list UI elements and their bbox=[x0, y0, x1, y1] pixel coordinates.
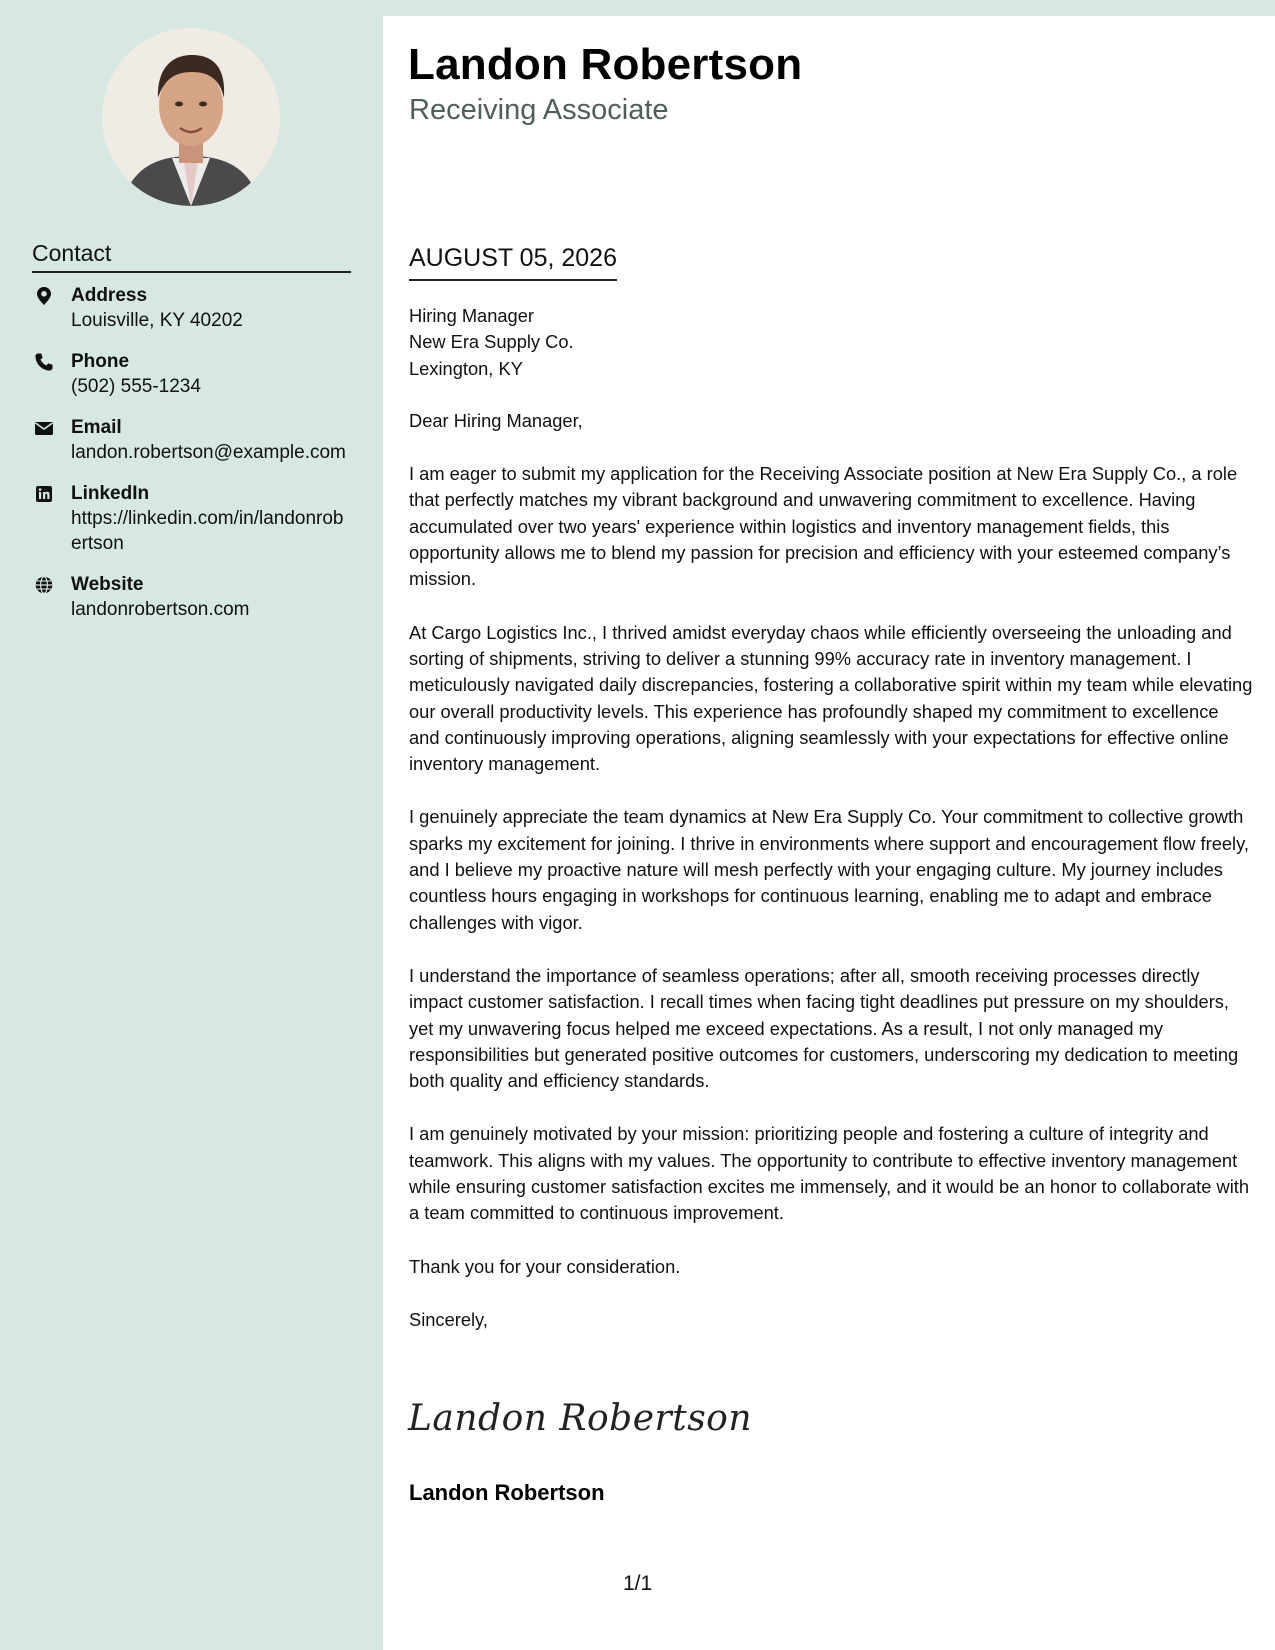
contact-website bbox=[32, 573, 352, 622]
contact-value[interactable]: https://linkedin.com/in/landonrobertson bbox=[71, 508, 344, 554]
signed-name: Landon Robertson bbox=[409, 1480, 605, 1505]
recipient-line: Hiring Manager bbox=[409, 305, 534, 326]
paragraph: I genuinely appreciate the team dynamics at New Era Supply Co. Your commitment to collective growth sparks my excitement for joining. I thrive in environments where support and encouragement flow freely, and I believe my proactive nature will mesh perfectly with your engaging culture. My journey includes countless hours engaging in workshops for continuous learning, enabling me to adapt and embrace challenges with vigor. bbox=[409, 806, 1249, 933]
recipient-line: Lexington, KY bbox=[409, 357, 523, 379]
phone-icon bbox=[34, 352, 54, 372]
contact-value: (502) 555-1234 bbox=[71, 376, 201, 397]
recipient-block bbox=[409, 303, 1254, 382]
contact-value: landon.robertson@example.com bbox=[71, 442, 346, 463]
paragraph: I am eager to submit my application for the Receiving Associate position at New Era Supply Co., a role that perfectly matches my vibrant background and unwavering commitment to excellence. Having accumulated over two years' experience within logistics and inventory management fields, this opportunity allows me to blend my passion for precision and efficiency with your esteemed company’s mission. bbox=[409, 463, 1238, 590]
contact-label: LinkedIn bbox=[71, 483, 150, 504]
contact-list bbox=[32, 284, 352, 639]
paragraph: I understand the importance of seamless operations; after all, smooth receiving processes directly impact customer satisfaction. I recall times when facing tight deadlines put pressure on my shoulders, yet my unwavering focus helped me exceed expectations. As a result, I not only managed my responsibilities but generated positive outcomes for customers, underscoring my dedication to meeting both quality and efficiency standards. bbox=[409, 964, 1239, 1092]
contact-label: Email bbox=[71, 417, 122, 438]
linkedin-icon bbox=[34, 484, 54, 504]
contact-value[interactable]: landonrobertson.com bbox=[71, 599, 250, 620]
contact-phone bbox=[32, 350, 352, 399]
letter-content bbox=[409, 303, 1254, 1360]
contact-heading: Contact bbox=[32, 240, 351, 273]
paragraph: Thank you for your consideration. bbox=[409, 1255, 681, 1277]
globe-icon bbox=[34, 575, 54, 595]
closing: Sincerely, bbox=[409, 1308, 488, 1330]
contact-email bbox=[32, 416, 352, 465]
profile-photo bbox=[102, 28, 280, 206]
contact-label: Address bbox=[71, 285, 148, 306]
contact-value: Louisville, KY 40202 bbox=[71, 310, 243, 331]
applicant-name: Landon Robertson bbox=[408, 40, 803, 89]
letter-date: AUGUST 05, 2026 bbox=[409, 244, 617, 281]
paragraph: At Cargo Logistics Inc., I thrived amidst everyday chaos while efficiently overseeing the unloading and sorting of shipments, striving to deliver a stunning 99% accuracy rate in inventory management. I meticulously navigated daily discrepancies, fostering a collaborative spirit within my team while elevating our overall productivity levels. This experience has profoundly shaped my commitment to excellence and continuously improving operations, aligning seamlessly with your expectations for effective online inventory management. bbox=[409, 621, 1253, 775]
applicant-role: Receiving Associate bbox=[409, 94, 669, 126]
contact-linkedin bbox=[32, 482, 352, 556]
paragraph: I am genuinely motivated by your mission: prioritizing people and fostering a culture of integrity and teamwork. This aligns with my values. The opportunity to contribute to effective inventory management while ensuring customer satisfaction excites me immensely, and it would be an honor to collaborate with a team committed to continuous improvement. bbox=[409, 1123, 1249, 1224]
page-number: 1/1 bbox=[623, 1572, 653, 1595]
location-pin-icon bbox=[34, 286, 54, 306]
signature: Landon Robertson bbox=[408, 1398, 753, 1439]
contact-label: Website bbox=[71, 574, 144, 595]
recipient-line: New Era Supply Co. bbox=[409, 331, 574, 353]
contact-label: Phone bbox=[71, 351, 130, 372]
salutation: Dear Hiring Manager, bbox=[409, 409, 583, 431]
envelope-icon bbox=[34, 418, 54, 438]
contact-address bbox=[32, 284, 352, 333]
